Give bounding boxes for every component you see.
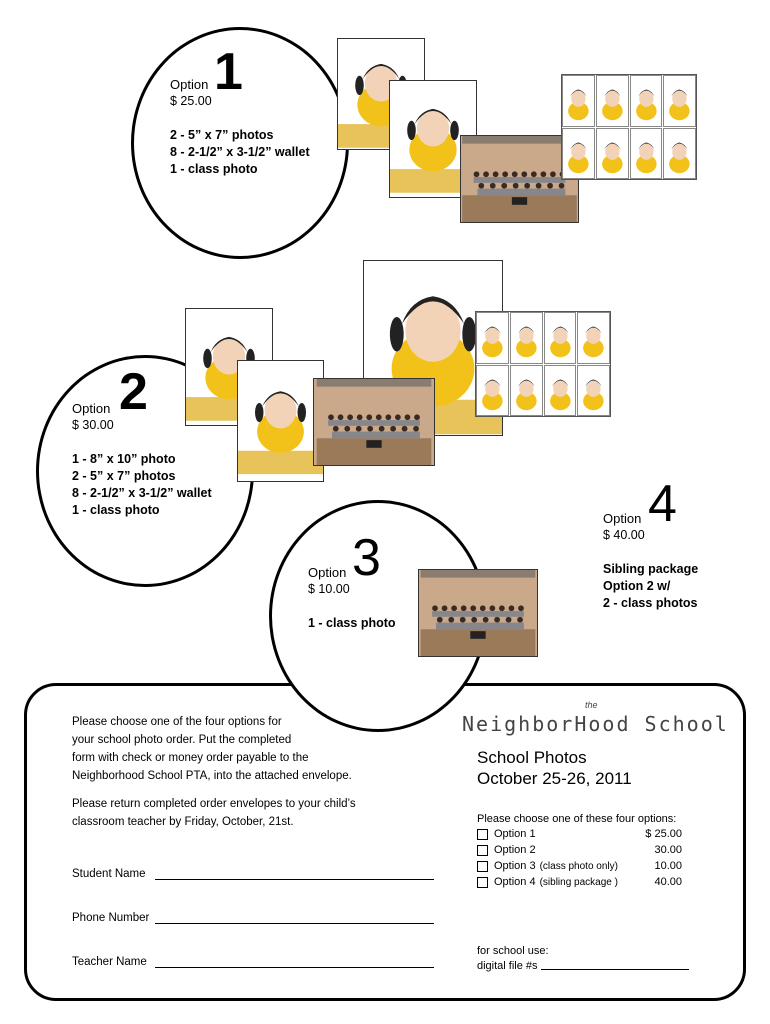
option-2-number: 2 xyxy=(119,363,148,421)
digital-file-label: digital file #s xyxy=(477,960,538,972)
option-4-label: Option xyxy=(603,511,642,526)
choose-label: Please choose one of these four options: xyxy=(477,813,677,825)
choice-price: $ 25.00 xyxy=(645,828,682,840)
choice-label: Option 4 xyxy=(494,876,536,888)
option-4-item: Sibling package xyxy=(603,562,699,576)
checkbox[interactable] xyxy=(477,877,488,888)
option-3-price: $ 10.00 xyxy=(308,582,350,596)
option-1-number: 1 xyxy=(214,43,243,101)
choice-price: 10.00 xyxy=(654,860,682,872)
student-name-label: Student Name xyxy=(72,868,146,880)
option-2-item: 1 - class photo xyxy=(72,503,160,517)
instructions-line: classroom teacher by Friday, October, 21st. xyxy=(72,816,294,828)
option-3-label: Option xyxy=(308,565,347,580)
option-1-item: 2 - 5” x 7” photos xyxy=(170,128,274,142)
option-2-item: 8 - 2-1/2” x 3-1/2” wallet xyxy=(72,486,212,500)
option-2-item: 2 - 5” x 7” photos xyxy=(72,469,176,483)
option-4-item: 2 - class photos xyxy=(603,596,698,610)
choice-option-3[interactable] xyxy=(477,860,618,872)
option-1-item: 1 - class photo xyxy=(170,162,258,176)
instructions-paragraph xyxy=(72,713,352,785)
phone-number-field[interactable] xyxy=(155,911,434,924)
option-2-label: Option xyxy=(72,401,111,416)
instructions-line: Neighborhood School PTA, into the attached envelope. xyxy=(72,770,352,782)
wallet-photo-sheet xyxy=(561,74,697,180)
instructions-line: Please return completed order envelopes to your child’s xyxy=(72,798,356,810)
option-4-item: Option 2 w/ xyxy=(603,579,671,593)
photo-date: October 25-26, 2011 xyxy=(477,769,632,788)
choice-price: 30.00 xyxy=(654,844,682,856)
wallet-photo-sheet xyxy=(475,311,611,417)
option-1-label: Option xyxy=(170,77,209,92)
page-title: School Photos xyxy=(477,748,587,767)
teacher-name-label: Teacher Name xyxy=(72,956,147,968)
option-2-price: $ 30.00 xyxy=(72,418,114,432)
school-logo: NeighborHood School xyxy=(462,712,729,736)
checkbox[interactable] xyxy=(477,861,488,872)
school-use-label: for school use: xyxy=(477,945,549,957)
choice-label: Option 1 xyxy=(494,828,536,840)
choice-note: (class photo only) xyxy=(539,860,618,872)
logo-the: the xyxy=(585,700,598,710)
choice-label: Option 3 xyxy=(494,860,536,872)
class-photo xyxy=(313,378,435,466)
option-4-price: $ 40.00 xyxy=(603,528,645,542)
choice-note: (sibling package ) xyxy=(539,876,618,888)
instructions-line: your school photo order. Put the completed xyxy=(72,734,292,746)
choice-label: Option 2 xyxy=(494,844,536,856)
phone-number-label: Phone Number xyxy=(72,912,150,924)
checkbox[interactable] xyxy=(477,829,488,840)
student-name-field[interactable] xyxy=(155,867,434,880)
return-instructions xyxy=(72,795,356,831)
option-1-price: $ 25.00 xyxy=(170,94,212,108)
option-3-number: 3 xyxy=(352,529,381,587)
choice-option-4[interactable] xyxy=(477,876,618,888)
option-1-item: 8 - 2-1/2” x 3-1/2” wallet xyxy=(170,145,310,159)
option-4-number: 4 xyxy=(648,475,677,533)
instructions-line: Please choose one of the four options for xyxy=(72,716,282,728)
choice-price: 40.00 xyxy=(654,876,682,888)
choice-option-2[interactable] xyxy=(477,844,536,856)
instructions-line: form with check or money order payable to the xyxy=(72,752,309,764)
checkbox[interactable] xyxy=(477,845,488,856)
teacher-name-field[interactable] xyxy=(155,955,434,968)
option-2-item: 1 - 8” x 10” photo xyxy=(72,452,176,466)
digital-file-field[interactable] xyxy=(541,958,689,970)
portrait-photo-5x7 xyxy=(237,360,324,482)
option-3-item: 1 - class photo xyxy=(308,616,396,630)
choice-option-1[interactable] xyxy=(477,828,536,840)
class-photo xyxy=(418,569,538,657)
